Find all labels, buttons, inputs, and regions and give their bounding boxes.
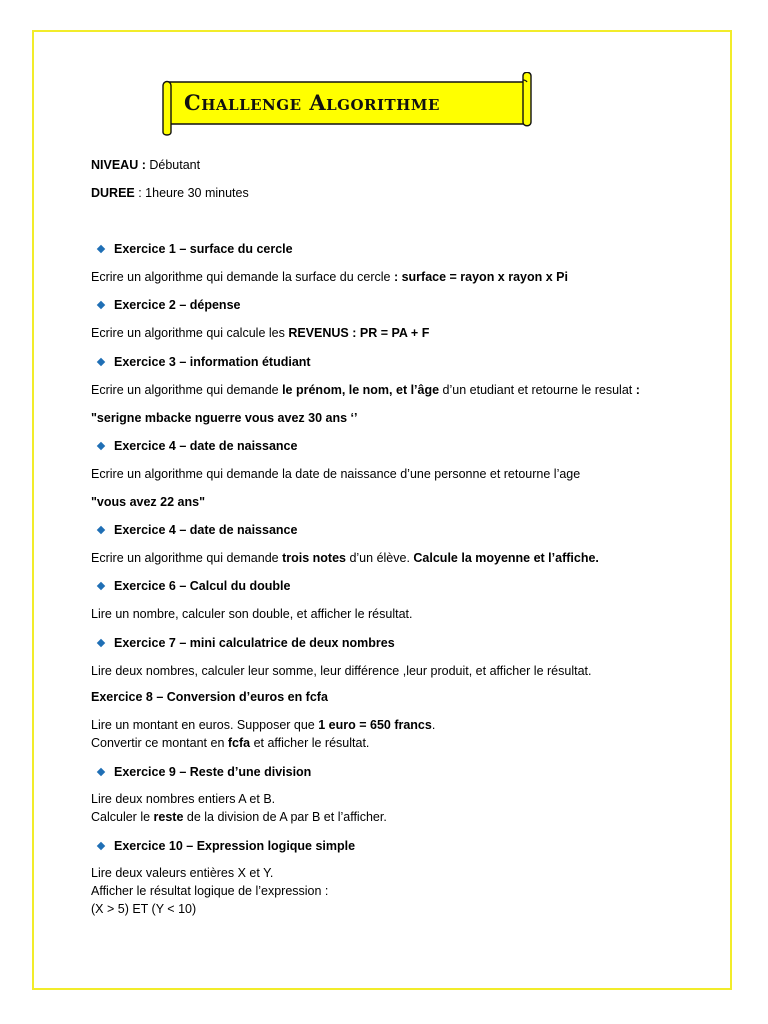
page-title: Challenge Algorithme <box>184 90 440 115</box>
niveau-label: NIVEAU : <box>91 158 146 172</box>
exercise-6-text: Lire un nombre, calculer son double, et afficher le résultat. <box>91 607 413 621</box>
exercise-2-heading: Exercice 2 – dépense <box>98 298 240 312</box>
exercise-9-line-2: Calculer le reste de la division de A par B et l’afficher. <box>91 810 387 824</box>
exercise-2-text: Ecrire un algorithme qui calcule les REVENUS : PR = PA + F <box>91 326 430 340</box>
diamond-bullet-icon <box>97 301 105 309</box>
exercise-3-example: "serigne mbacke nguerre vous avez 30 ans ‘’ <box>91 411 358 425</box>
exercise-10-line-2: Afficher le résultat logique de l’expression : <box>91 884 329 898</box>
exercise-7-heading: Exercice 7 – mini calculatrice de deux nombres <box>98 636 395 650</box>
exercise-5-heading: Exercice 4 – date de naissance <box>98 523 297 537</box>
exercise-3-text: Ecrire un algorithme qui demande le prénom, le nom, et l’âge d’un etudiant et retourne le resulat : <box>91 383 640 397</box>
exercise-10-line-1: Lire deux valeurs entières X et Y. <box>91 866 274 880</box>
exercise-9-line-1: Lire deux nombres entiers A et B. <box>91 792 276 806</box>
diamond-bullet-icon <box>97 582 105 590</box>
exercise-1-heading: Exercice 1 – surface du cercle <box>98 242 293 256</box>
diamond-bullet-icon <box>97 639 105 647</box>
exercise-8-line-1: Lire un montant en euros. Supposer que 1 euro = 650 francs. <box>91 718 436 732</box>
duree-value: : 1heure 30 minutes <box>134 186 249 200</box>
exercise-8-line-2: Convertir ce montant en fcfa et afficher le résultat. <box>91 736 370 750</box>
niveau-value: Débutant <box>145 158 201 172</box>
diamond-bullet-icon <box>97 842 105 850</box>
exercise-9-heading: Exercice 9 – Reste d’une division <box>98 765 311 779</box>
exercise-5-text: Ecrire un algorithme qui demande trois notes d’un élève. Calcule la moyenne et l’affiche. <box>91 551 599 565</box>
exercise-10-heading: Exercice 10 – Expression logique simple <box>98 839 355 853</box>
duree-label: DUREE <box>91 186 135 200</box>
exercise-10-line-3: (X > 5) ET (Y < 10) <box>91 902 197 916</box>
duree-line <box>91 186 249 200</box>
diamond-bullet-icon <box>97 526 105 534</box>
exercise-1-text: Ecrire un algorithme qui demande la surface du cercle : surface = rayon x rayon x Pi <box>91 270 568 284</box>
exercise-6-heading: Exercice 6 – Calcul du double <box>98 579 290 593</box>
niveau-line <box>91 158 200 172</box>
exercise-4-example: "vous avez 22 ans" <box>91 495 205 509</box>
exercise-8-heading: Exercice 8 – Conversion d’euros en fcfa <box>91 690 328 704</box>
diamond-bullet-icon <box>97 768 105 776</box>
exercise-3-heading: Exercice 3 – information étudiant <box>98 355 311 369</box>
diamond-bullet-icon <box>97 358 105 366</box>
exercise-7-text: Lire deux nombres, calculer leur somme, leur différence ,leur produit, et afficher le résultat. <box>91 664 592 678</box>
exercise-4-text: Ecrire un algorithme qui demande la date de naissance d’une personne et retourne l’age <box>91 467 581 481</box>
diamond-bullet-icon <box>97 245 105 253</box>
exercise-4-heading: Exercice 4 – date de naissance <box>98 439 297 453</box>
diamond-bullet-icon <box>97 442 105 450</box>
